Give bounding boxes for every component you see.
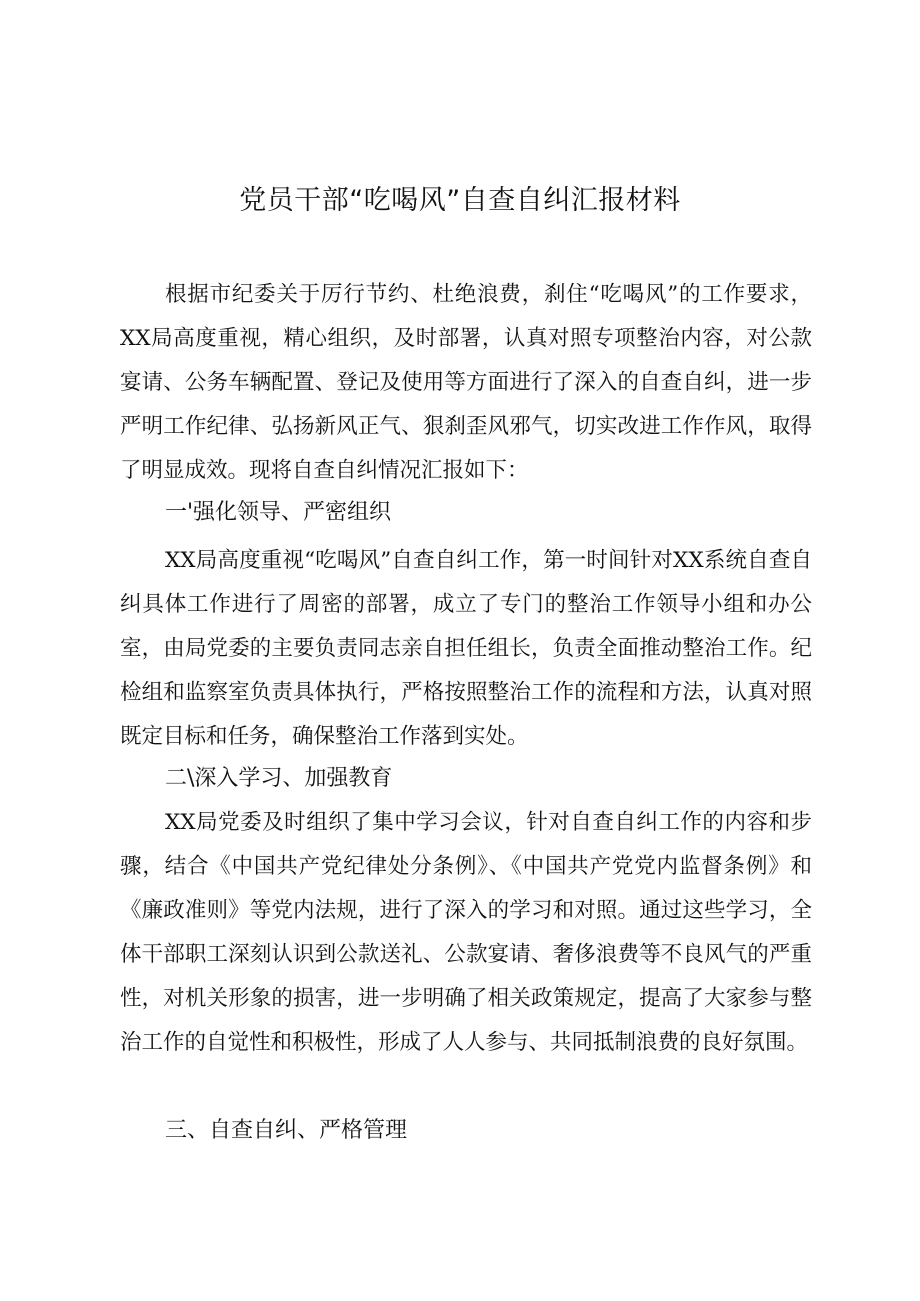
section-1-body: XX局高度重视“吃喝风”自查自纠工作，第一时间针对XX系统自查自纠具体工作进行了周密的部署，成立了专门的整治工作领导小组和办公室，由局党委的主要负责同志亲自担任组长，负责全面推动整治工作。纪检组和监察室负责具体执行，严格按照整治工作的流程和方法，认真对照既定目标和任务，确保整治工作落到实处。 bbox=[120, 548, 812, 749]
intro-paragraph: 根据市纪委关于厉行节约、杜绝浪费，刹住“吃喝风”的工作要求，XX局高度重视，精心组织，及时部署，认真对照专项整治内容，对公款宴请、公务车辆配置、登记及使用等方面进行了深入的自查自纠，进一步严明工作纪律、弘扬新风正气、狠刹歪风邪气，切实改进工作作风，取得了明显成效。现将自查自纠情况汇报如下： bbox=[120, 282, 812, 483]
section-2-heading: 二\深入学习、加强教育 bbox=[165, 766, 393, 791]
document-title: 党员干部“吃喝风”自查自纠汇报材料 bbox=[239, 185, 681, 216]
section-2-body: XX局党委及时组织了集中学习会议，针对自查自纠工作的内容和步骤，结合《中国共产党纪律处分条例》、《中国共产党党内监督条例》和《廉政准则》等党内法规，进行了深入的学习和对照。通过这些学习，全体干部职工深刻认识到公款送礼、公款宴请、奢侈浪费等不良风气的严重性，对机关形象的损害，进一步明确了相关政策规定，提高了大家参与整治工作的自觉性和积极性，形成了人人参与、共同抵制浪费的良好氛围。 bbox=[120, 810, 812, 1055]
section-3-heading: 三、自查自纠、严格管理 bbox=[165, 1118, 408, 1143]
section-1-heading: 一'强化领导、严密组织 bbox=[165, 500, 392, 525]
